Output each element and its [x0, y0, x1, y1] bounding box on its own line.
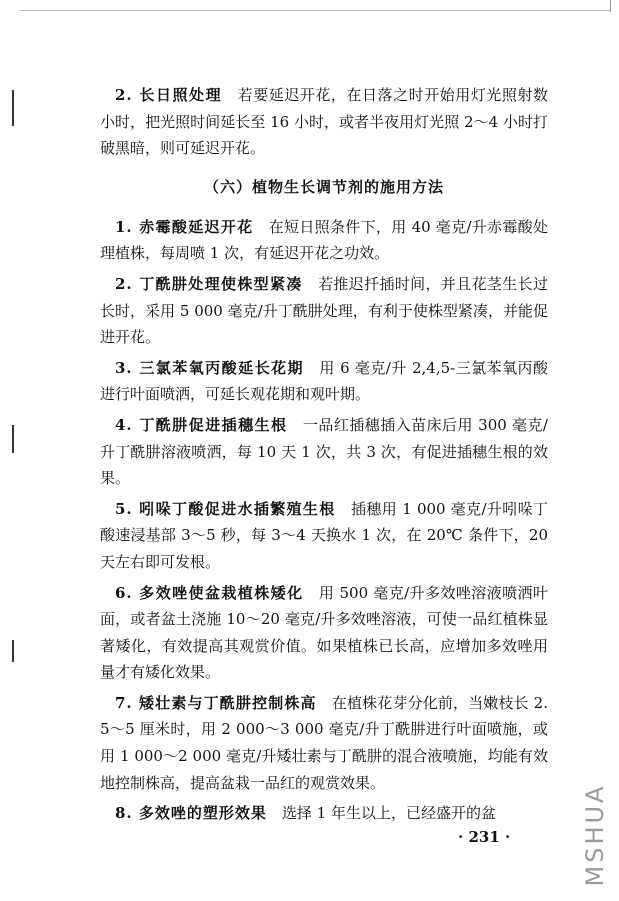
item-paragraph — [100, 496, 548, 576]
scan-margin-mark — [12, 425, 14, 453]
paragraph-heading: 2. 长日照处理 — [115, 86, 223, 104]
scan-margin-mark — [12, 640, 14, 662]
watermark — [580, 780, 610, 890]
item-paragraph — [100, 800, 548, 827]
scan-margin-mark — [12, 90, 14, 126]
item-heading: 4. 丁酰肼促进插穗生根 — [115, 415, 288, 434]
item-text: 一品红插穗插入苗床后用 300 毫克/升丁酰肼溶液喷洒，每 10 天 1 次，共 3 次，有促进插穗生根的效果。 — [100, 415, 548, 488]
item-text: 在短日照条件下，用 40 毫克/升赤霉酸处理植株，每周喷 1 次，有延迟开花之功效。 — [100, 217, 548, 263]
scan-border-line — [20, 10, 611, 11]
item-text: 用 500 毫克/升多效唑溶液喷洒叶面，或者盆土浇施 10～20 毫克/升多效唑溶液，可使一品红植株显著矮化，有效提高其观赏价值。如果植株已长高，应增加多效唑用量才有矮化效果。 — [100, 583, 548, 682]
item-text: 选择 1 年生以上，已经盛开的盆 — [281, 804, 496, 823]
item-text: 用 6 毫克/升 2,4,5-三氯苯氧丙酸进行叶面喷洒，可延长观花期和观叶期。 — [100, 358, 548, 404]
paragraph-text: 若要延迟开花，在日落之时开始用灯光照射数小时，把光照时间延长至 16 小时，或者半夜用灯光照 2～4 小时打破黑暗，则可延迟开花。 — [100, 86, 548, 158]
item-paragraph — [100, 214, 548, 267]
item-heading: 2. 丁酰肼处理使株型紧凑 — [115, 274, 303, 293]
item-paragraph — [100, 355, 548, 408]
item-heading: 7. 矮壮素与丁酰肼控制株高 — [115, 693, 317, 712]
page-number: · 231 · — [458, 828, 511, 846]
item-paragraph — [100, 690, 548, 796]
item-paragraph — [100, 412, 548, 492]
item-heading: 8. 多效唑的塑形效果 — [115, 804, 267, 823]
item-heading: 3. 三氯苯氧丙酸延长花期 — [115, 358, 304, 377]
item-paragraph — [100, 271, 548, 351]
item-text: 插穗用 1 000 毫克/升吲哚丁酸速浸基部 3～5 秒，每 3～4 天换水 1 次，在 20℃ 条件下，20 天左右即可发根。 — [100, 499, 548, 571]
paragraph-long-day-treatment — [100, 82, 548, 162]
item-heading: 5. 吲哚丁酸促进水插繁殖生根 — [115, 499, 336, 518]
item-paragraph — [100, 580, 548, 686]
item-heading: 1. 赤霉酸延迟开花 — [115, 217, 254, 236]
item-heading: 6. 多效唑使盆栽植株矮化 — [115, 583, 304, 602]
item-text: 在植株花芽分化前，当嫩枝长 2.5～5 厘米时，用 2 000～3 000 毫克/升丁酰肼进行叶面喷施，或用 1 000～2 000 毫克/升矮壮素与丁酰肼的混合液喷施，均能有效地控制株高，提高盆栽一品红的观赏效果。 — [100, 693, 548, 792]
watermark-text: MSHUA — [581, 783, 609, 887]
section-title: （六）植物生长调节剂的施用方法 — [203, 177, 444, 196]
page-body — [100, 82, 548, 827]
scan-edge-mark — [610, 0, 611, 12]
item-text: 若推迟扦插时间，并且花茎生长过长时，采用 5 000 毫克/升丁酰肼处理，有利于使株型紧凑，并能促进开花。 — [100, 274, 548, 347]
